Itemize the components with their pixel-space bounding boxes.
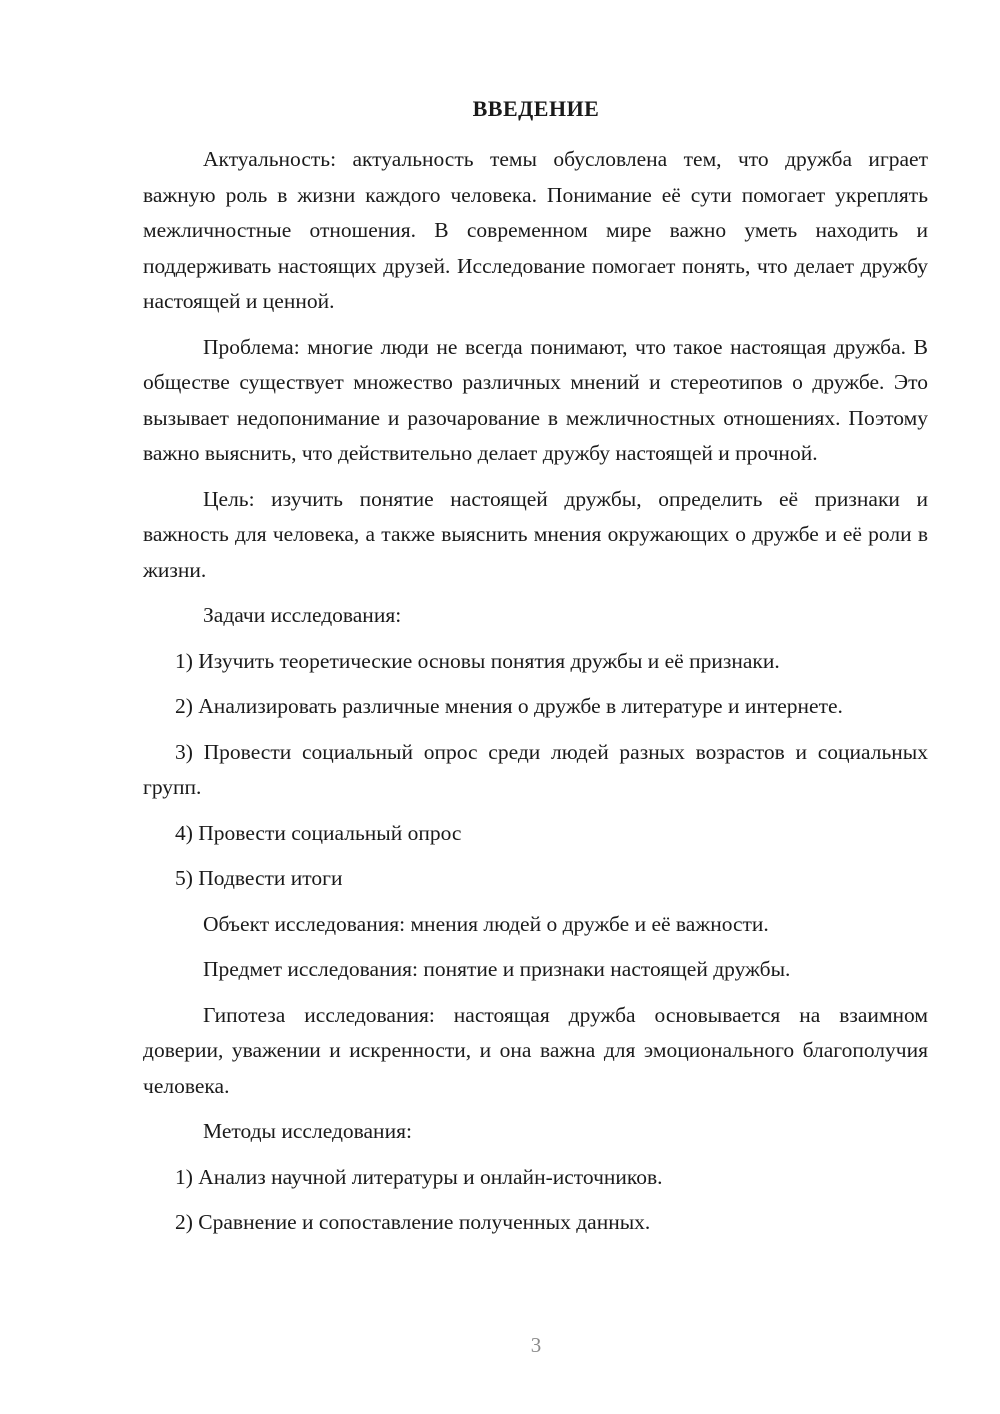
list-item-method-1: 1) Анализ научной литературы и онлайн-источников.: [175, 1164, 663, 1189]
list-item-task-5: 5) Подвести итоги: [175, 866, 343, 890]
list-item-task-2: 2) Анализировать различные мнения о дружбе в литературе и интернете.: [175, 694, 843, 718]
paragraph-tasks-heading: Задачи исследования:: [203, 603, 402, 627]
page-number: 3: [530, 1333, 542, 1357]
page-title: ВВЕДЕНИЕ: [472, 96, 600, 121]
list-item-task-1: 1) Изучить теоретические основы понятия дружбы и её признаки.: [175, 648, 780, 673]
paragraph-hypothesis: Гипотеза исследования: настоящая дружба основывается на взаимном доверии, уважении и искренности, и она важна для эмоционального благополучия человека.: [143, 1002, 928, 1098]
list-item-task-3: 3) Провести социальный опрос среди людей разных возрастов и социальных групп.: [143, 739, 928, 799]
document-body: [143, 142, 928, 1251]
paragraph-goal: Цель: изучить понятие настоящей дружбы, определить её признаки и важность для человека, а также выяснить мнения окружающих о дружбе и её роли в жизни.: [143, 486, 928, 582]
list-item-method-2: 2) Сравнение и сопоставление полученных данных.: [175, 1210, 651, 1234]
paragraph-relevance: Актуальность: актуальность темы обусловлена тем, что дружба играет важную роль в жизни каждого человека. Понимание её сути помогает укреплять межличностные отношения. В современном мире важно уметь находить и поддерживать настоящих друзей. Исследование помогает понять, что делает дружбу настоящей и ценной.: [143, 147, 928, 313]
paragraph-methods-heading: Методы исследования:: [203, 1119, 412, 1143]
list-item-task-4: 4) Провести социальный опрос: [175, 820, 462, 845]
paragraph-object: Объект исследования: мнения людей о дружбе и её важности.: [203, 911, 769, 936]
paragraph-subject: Предмет исследования: понятие и признаки настоящей дружбы.: [203, 957, 791, 981]
paragraph-problem: Проблема: многие люди не всегда понимают, что такое настоящая дружба. В обществе существует множество различных мнений и стереотипов о дружбе. Это вызывает недопонимание и разочарование в межличностных отношениях. Поэтому важно выяснить, что действительно делает дружбу настоящей и прочной.: [143, 334, 928, 465]
